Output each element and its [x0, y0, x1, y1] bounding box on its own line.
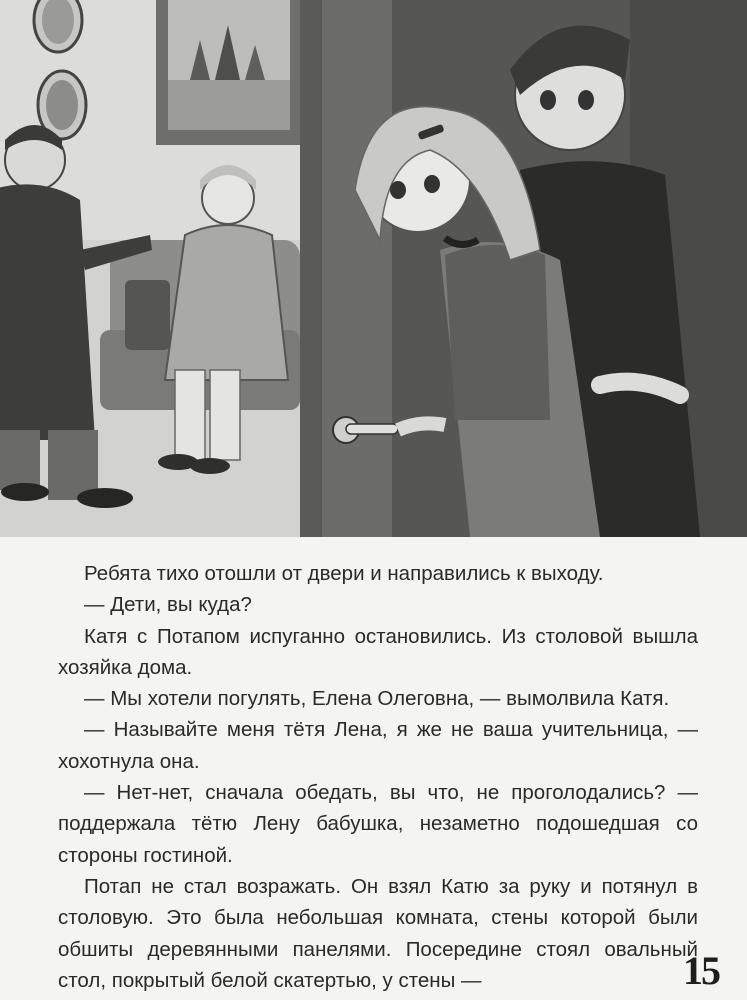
page-number: 15 [683, 948, 719, 993]
portrait-frame-top [34, 0, 82, 52]
paragraph: — Называйте меня тётя Лена, я же не ваша учительница, — хохотнула она. [58, 718, 698, 773]
paragraph: — Нет-нет, сначала обедать, вы что, не проголодались? — поддержала тётю Лену бабушка, незаметно подошедшая со стороны гостиной. [58, 781, 698, 867]
paragraph: Потап не стал возражать. Он взял Катю за руку и потянул в столовую. Это была небольшая комната, стены которой были обшиты деревянными панелями. Посередине стоял овальный стол, покрытый белой скатертью, у стены — [58, 874, 698, 992]
open-door [322, 0, 392, 537]
paragraph: — Дети, вы куда? [84, 593, 252, 617]
story-text [58, 558, 698, 996]
landscape-painting [156, 0, 301, 145]
paragraph: — Мы хотели погулять, Елена Олеговна, — вымолвила Катя. [84, 687, 670, 711]
paragraph: Катя с Потапом испуганно остановились. Из столовой вышла хозяйка дома. [58, 624, 698, 679]
paragraph: Ребята тихо отошли от двери и направились к выходу. [84, 562, 604, 585]
